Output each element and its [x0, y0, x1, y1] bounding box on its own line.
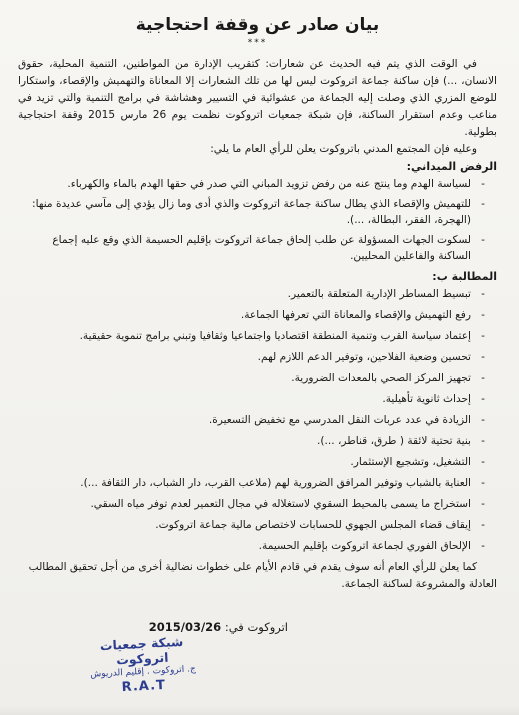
demands-heading: المطالبة ب:	[432, 270, 497, 283]
intro-declaration: وعليه فإن المجتمع المدني باتروكوت يعلن للرأي العام ما يلي:	[210, 143, 477, 155]
dash-bullet: -	[481, 456, 485, 468]
dash-bullet: -	[481, 198, 485, 210]
dash-bullet: -	[481, 372, 485, 384]
place-label: اتروكوت في:	[224, 620, 288, 634]
dash-bullet: -	[481, 435, 485, 447]
rejection-heading: الرفض الميداني:	[406, 160, 497, 173]
list-item	[18, 433, 485, 449]
dash-bullet: -	[481, 498, 485, 510]
place-date	[149, 620, 288, 634]
list-item	[18, 475, 485, 491]
page-bottom-shade	[0, 705, 519, 715]
list-item-text: الزيادة في عدد عربات النقل المدرسي مع تخفيض التسعيرة.	[208, 414, 471, 426]
list-item	[18, 328, 485, 344]
list-item	[18, 370, 485, 386]
dash-bullet: -	[481, 178, 485, 190]
list-item-text: لسياسة الهدم وما ينتج عنه من رفض تزويد المباني التي صدر في حقها الهدم بالماء والكهرباء.	[67, 178, 471, 190]
list-item-text: تبسيط المساطر الإدارية المتعلقة بالتعمير.	[287, 288, 471, 300]
list-item	[18, 517, 485, 533]
stamp-line-1: شبكة جمعيات اتروكوت	[99, 633, 184, 668]
dash-bullet: -	[481, 540, 485, 552]
list-item-text: بنية تحتية لائقة ( طرق، قناطر، ...).	[317, 435, 471, 447]
list-item	[18, 307, 485, 323]
stamp-line-3: R.A.T	[121, 677, 167, 696]
intro-paragraph: في الوقت الذي يتم فيه الحديث عن شعارات: كتقريب الإدارة من المواطنين، التنمية المحلية، حقوق الانسان، ...) فإن ساكنة جماعة اتروكوت ليس لها من تلك الشعارات إلا المعاناة والتهميش والإقصاء، واستكارا للوضع المزري الذي وصلت إليه الجماعة من عشوائية في التسيير وهشاشة في برامج التنمية والتي تزيد في مناعب وعدم استقرار الساكنة، فإن شبكة جمعيات اتروكوت نظمت يوم 26 مارس 2015 وقفة احتجاجية بطولية.	[18, 58, 498, 138]
list-item-text: تحسين وضعية الفلاحين، وتوفير الدعم اللازم لهم.	[257, 351, 471, 363]
dash-bullet: -	[481, 393, 485, 405]
signature-block	[58, 618, 288, 713]
list-item-text: تجهيز المركز الصحي بالمعدات الضرورية.	[291, 372, 471, 384]
list-item	[18, 176, 485, 192]
list-item-text: لسكوت الجهات المسؤولة عن طلب إلحاق جماعة اتروكوت بإقليم الحسيمة الذي وقع عليه إجماع الساكنة والفاعلين المحليين.	[52, 234, 471, 262]
list-item	[18, 232, 485, 264]
list-item-text: العناية بالشباب وتوفير المرافق الضرورية لهم (ملاعب القرب، دار الشباب، دار الثقافة ...).	[80, 477, 471, 489]
list-item	[18, 349, 485, 365]
list-item	[18, 391, 485, 407]
demands-list	[18, 286, 497, 554]
list-item	[18, 196, 485, 228]
dash-bullet: -	[481, 330, 485, 342]
signature-date: 2015/03/26	[148, 620, 222, 634]
list-item	[18, 454, 485, 470]
rejection-list	[18, 176, 497, 264]
closing-paragraph: كما يعلن للرأي العام أنه سوف يقدم في قادم الأيام على خطوات نضالية أخرى من أجل تحقيق المطالب العادلة والمشروعة لساكنة الجماعة.	[28, 561, 497, 590]
title-ornament: ***	[247, 38, 268, 48]
association-stamp	[76, 633, 209, 710]
list-item-text: التشغيل، وتشجيع الإستثمار.	[350, 456, 471, 468]
dash-bullet: -	[481, 309, 485, 321]
list-item	[18, 286, 485, 302]
list-item	[18, 538, 485, 554]
stamp-line-2: ج. اتروكوت . إقليم الدريوش	[90, 664, 197, 680]
list-item-text: الإلحاق الفوري لجماعة اتروكوت بإقليم الحسيمة.	[258, 540, 471, 552]
list-item	[18, 412, 485, 428]
document-title: بيان صادر عن وقفة احتجاجية	[135, 15, 380, 35]
list-item-text: إعتماد سياسة القرب وتنمية المنطقة اقتصاديا واجتماعيا وثقافيا وتبني برامج تنموية حقيقية.	[79, 330, 471, 342]
list-item-text: إحداث ثانوية تأهيلية.	[382, 393, 471, 405]
list-item-text: للتهميش والإقصاء الذي يطال ساكنة جماعة اتروكوت والذي أدى وما زال يؤدي إلى مآسي عديدة منها: (الهجرة، الفقر، البطالة، ...).	[32, 198, 471, 226]
dash-bullet: -	[481, 414, 485, 426]
dash-bullet: -	[481, 234, 485, 246]
list-item	[18, 496, 485, 512]
dash-bullet: -	[481, 351, 485, 363]
list-item-text: استخراج ما يسمى بالمحيط السقوي لاستغلاله في مجال التعمير لعدم توفر مياه السقي.	[90, 498, 471, 510]
dash-bullet: -	[481, 477, 485, 489]
list-item-text: رفع التهميش والإقصاء والمعاناة التي تعرفها الجماعة.	[240, 309, 471, 321]
dash-bullet: -	[481, 519, 485, 531]
list-item-text: إيقاف قضاء المجلس الجهوي للحسابات لاختصاص مالية جماعة اتروكوت.	[155, 519, 471, 531]
dash-bullet: -	[481, 288, 485, 300]
